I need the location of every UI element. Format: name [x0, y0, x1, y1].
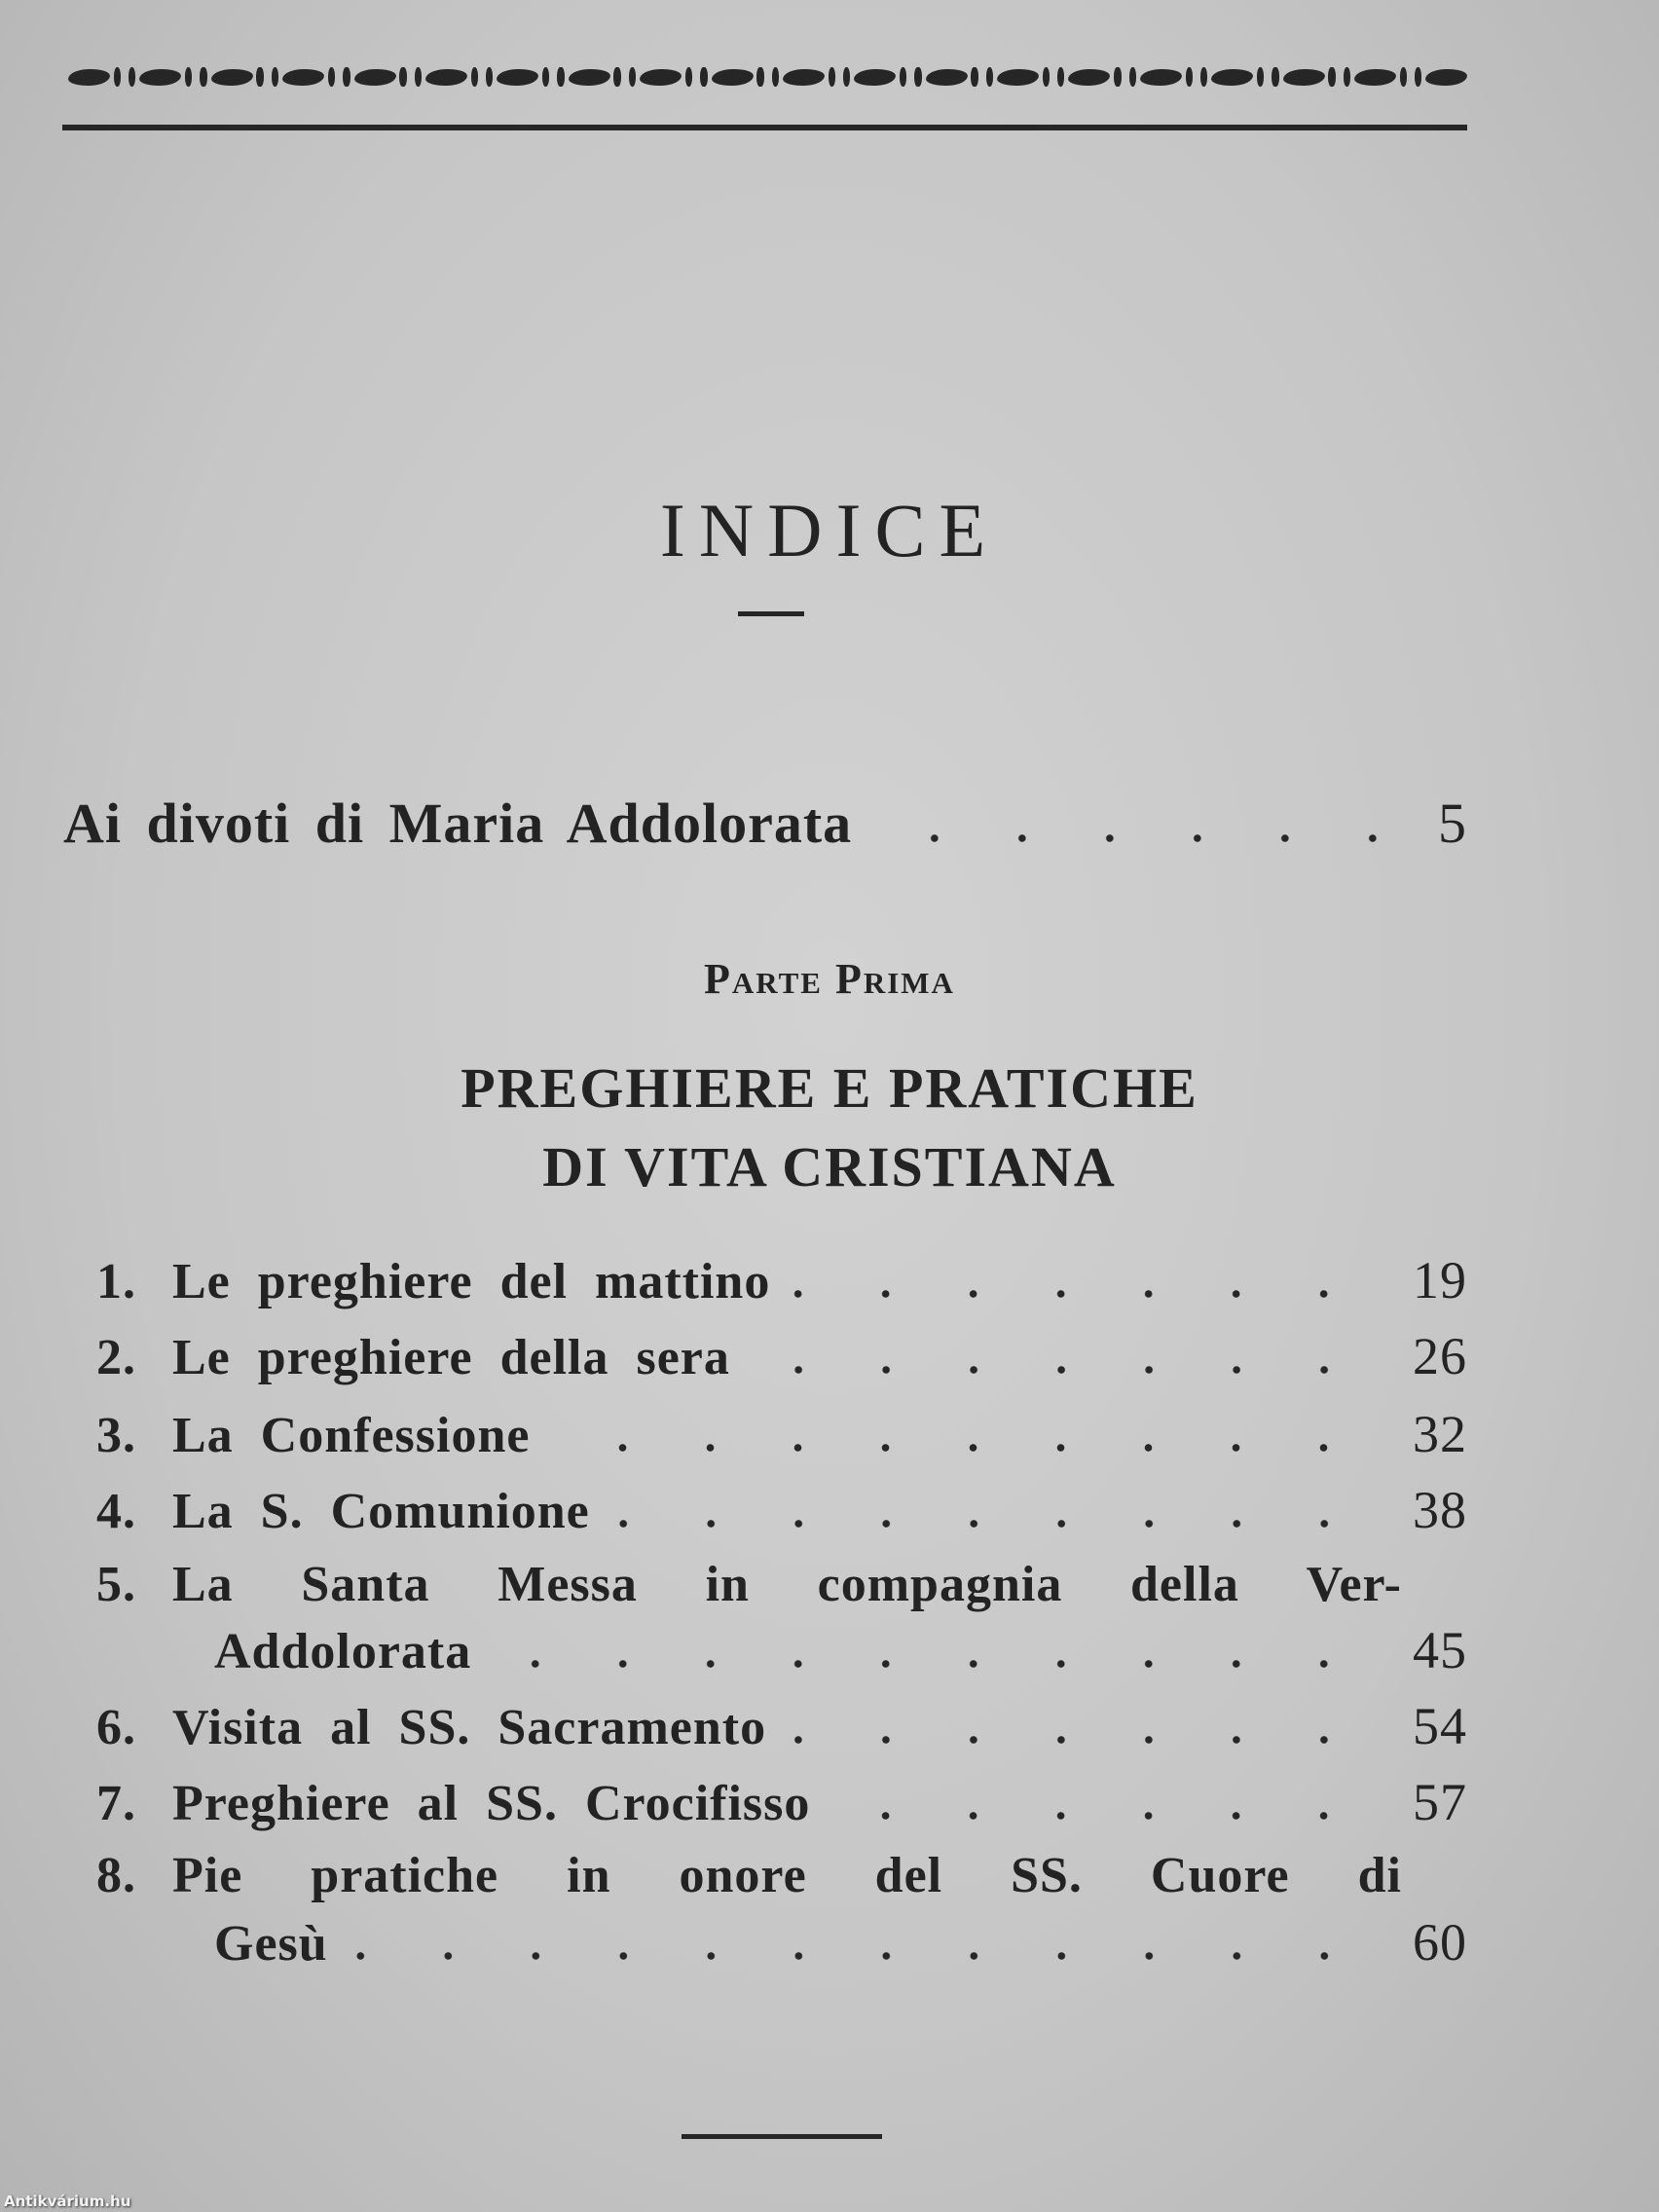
entry-page: 38 [1413, 1481, 1467, 1539]
ornament-bead [272, 67, 278, 87]
entry-title: Visita al SS. Sacramento [172, 1700, 767, 1755]
entry-title: Ai divoti di Maria Addolorata [63, 792, 853, 855]
ornament-bead [557, 67, 564, 87]
entry-title: La S. Comunione [172, 1484, 590, 1539]
dot-leader [493, 1660, 1368, 1668]
dot-leader [551, 1444, 1368, 1452]
ornament-bead [1400, 67, 1407, 87]
toc-entry [96, 1480, 1467, 1540]
ornament-leaf [925, 67, 968, 86]
entry-number: 4. [96, 1484, 136, 1539]
ornament-leaf [425, 67, 468, 86]
toc-entry [96, 1772, 1467, 1832]
entry-number: 1. [96, 1254, 136, 1309]
entry-title: La Confessione [172, 1408, 531, 1463]
ornament-bead [843, 67, 850, 87]
entry-page: 5 [1438, 792, 1467, 855]
ornament-bead [971, 67, 977, 87]
ornament-bead [542, 67, 549, 87]
ornament-bead [685, 67, 692, 87]
ornament-bead [328, 67, 335, 87]
ornament-leaf [139, 67, 182, 86]
dot-leader [792, 1290, 1368, 1298]
header-rule [62, 125, 1467, 130]
entry-title: Le preghiere del mattino [172, 1254, 771, 1309]
ornament-bead [1344, 67, 1350, 87]
toc-entry-continuation [96, 1912, 1467, 1972]
decorative-ornament-border [68, 60, 1467, 93]
ornament-bead [1043, 67, 1050, 87]
ornament-leaf [68, 67, 111, 86]
ornament-leaf [497, 67, 539, 86]
ornament-leaf [711, 67, 754, 86]
entry-number: 6. [96, 1700, 136, 1755]
dot-leader [350, 1952, 1368, 1960]
page-title: INDICE [659, 488, 1000, 572]
entry-page: 19 [1413, 1251, 1467, 1309]
ornament-leaf [353, 67, 396, 86]
part-heading: Parte Prima [704, 955, 955, 1003]
entry-title: Le preghiere della sera [172, 1330, 730, 1385]
entry-number: 3. [96, 1408, 136, 1463]
ornament-bead [1257, 67, 1264, 87]
entry-title: Preghiere al SS. Crocifisso [172, 1776, 811, 1831]
ornament-bead [1415, 67, 1421, 87]
ornament-leaf [1354, 67, 1397, 86]
ornament-bead [343, 67, 350, 87]
entry-page: 45 [1413, 1621, 1467, 1679]
entry-title-continued: Gesù [214, 1916, 328, 1972]
dot-leader [752, 1366, 1368, 1374]
ornament-bead [756, 67, 763, 87]
ornament-bead [914, 67, 921, 87]
dot-leader [831, 1812, 1368, 1820]
ornament-leaf [782, 67, 825, 86]
ornament-leaf [1139, 67, 1182, 86]
dot-leader [873, 834, 1417, 842]
dot-leader [611, 1520, 1368, 1528]
ornament-bead [1328, 67, 1335, 87]
entry-number: 2. [96, 1330, 136, 1385]
ornament-leaf [568, 67, 610, 86]
ornament-leaf [640, 67, 682, 86]
toc-entry-intro [63, 791, 1467, 856]
ornament-bead [256, 67, 263, 87]
ornament-bead [471, 67, 478, 87]
toc-entry [96, 1847, 1467, 1904]
section-heading-line2: DI VITA CRISTIANA [542, 1135, 1117, 1198]
title-dash [738, 611, 804, 616]
ornament-bead [829, 67, 835, 87]
ornament-bead [900, 67, 906, 87]
dot-leader [788, 1736, 1368, 1744]
ornament-leaf [997, 67, 1040, 86]
ornament-bead [772, 67, 779, 87]
entry-page: 54 [1413, 1697, 1467, 1755]
ornament-leaf [854, 67, 897, 86]
ornament-bead [129, 67, 135, 87]
ornament-bead [1114, 67, 1121, 87]
toc-entry [96, 1556, 1467, 1613]
section-heading-line1: PREGHIERE E PRATICHE [461, 1056, 1198, 1120]
entry-page: 60 [1413, 1913, 1467, 1972]
toc-entry [96, 1326, 1467, 1386]
toc-entry [96, 1696, 1467, 1756]
ornament-bead [185, 67, 192, 87]
ornament-bead [200, 67, 206, 87]
ornament-leaf [1068, 67, 1111, 86]
ornament-bead [486, 67, 493, 87]
ornament-bead [1129, 67, 1136, 87]
toc-entry-continuation [96, 1620, 1467, 1680]
ornament-bead [415, 67, 422, 87]
entry-page: 26 [1413, 1327, 1467, 1385]
ornament-bead [399, 67, 406, 87]
toc-entry [96, 1404, 1467, 1464]
ornament-bead [1186, 67, 1193, 87]
ornament-leaf [1425, 67, 1468, 86]
entry-page: 32 [1413, 1405, 1467, 1463]
entry-title-continued: Addolorata [214, 1624, 472, 1679]
ornament-leaf [1282, 67, 1325, 86]
watermark: Antikvárium.hu [4, 2193, 131, 2210]
entry-number: 5. [96, 1557, 136, 1612]
ornament-bead [629, 67, 636, 87]
toc-entry [96, 1250, 1467, 1310]
ornament-bead [1272, 67, 1278, 87]
ornament-bead [700, 67, 707, 87]
entry-number: 7. [96, 1776, 136, 1831]
entry-number: 8. [96, 1848, 136, 1903]
bottom-dash [682, 2134, 882, 2139]
ornament-bead [114, 67, 121, 87]
ornament-leaf [282, 67, 325, 86]
ornament-bead [986, 67, 993, 87]
ornament-leaf [1211, 67, 1254, 86]
entry-title: La Santa Messa in compagnia della Ver- [172, 1557, 1402, 1612]
ornament-bead [1200, 67, 1207, 87]
ornament-bead [613, 67, 620, 87]
entry-title: Pie pratiche in onore del SS. Cuore di [172, 1848, 1402, 1903]
ornament-bead [1057, 67, 1064, 87]
entry-page: 57 [1413, 1773, 1467, 1831]
ornament-leaf [210, 67, 253, 86]
